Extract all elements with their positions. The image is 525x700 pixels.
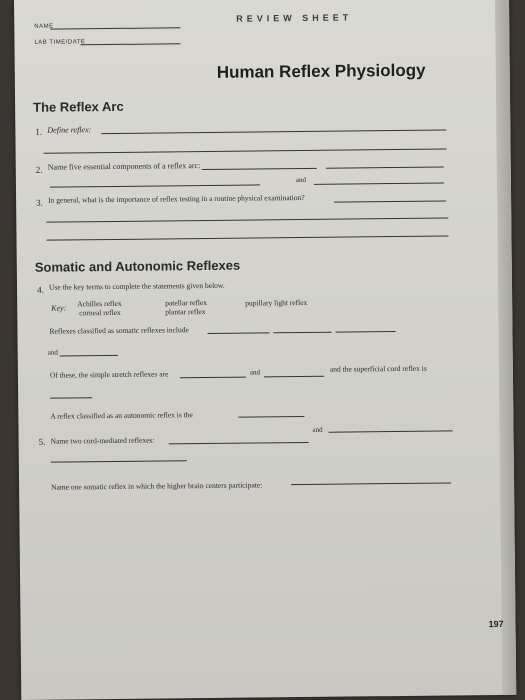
answer-line[interactable] [180,377,246,379]
and-connector: and [312,425,323,434]
name-label: NAME [34,23,54,30]
answer-line[interactable] [207,332,269,334]
answer-line[interactable] [44,148,447,153]
question-2-text: Name five essential components of a reflex arc: [47,161,201,172]
answer-line[interactable] [60,355,118,357]
answer-line[interactable] [291,482,451,485]
statement-autonomic: A reflex classified as an autonomic reflex is the [50,410,193,421]
statement-superficial: and the superficial cord reflex is [329,363,427,374]
question-number: 1. [35,126,43,137]
section-heading-somatic-autonomic: Somatic and Autonomic Reflexes [34,257,241,275]
answer-line[interactable] [326,167,444,169]
question-number: 3. [36,197,43,208]
statement-somatic: Reflexes classified as somatic reflexes include [49,325,189,336]
key-label: Key: [51,303,67,313]
question-6-text: Name one somatic reflex in which the higher brain centers participate: [51,480,263,492]
question-5-text: Name two cord-mediated reflexes: [50,435,155,446]
and-connector: and [249,368,261,377]
answer-line[interactable] [47,235,449,240]
question-4-text: Use the key terms to complete the statements given below. [48,280,225,292]
answer-line[interactable] [50,397,92,398]
answer-line[interactable] [202,168,317,170]
key-term: patellar reflex [165,297,208,308]
page-number: 197 [488,618,504,630]
question-number: 2. [35,164,43,175]
lab-time-date-line[interactable] [80,43,180,45]
question-number: 4. [36,284,44,295]
answer-line[interactable] [335,331,395,333]
answer-line[interactable] [101,129,446,134]
answer-line[interactable] [273,332,331,334]
question-3-text: In general, what is the importance of reflex testing in a routine physical examination? [48,192,305,205]
name-line[interactable] [50,27,180,29]
key-term: Achilles reflex [77,298,122,309]
key-term: plantar reflex [165,307,206,317]
page-edge [495,0,516,695]
answer-line[interactable] [314,183,444,185]
answer-line[interactable] [329,430,453,432]
answer-line[interactable] [238,416,304,418]
key-term: corneal reflex [79,307,121,318]
and-connector: and [47,348,58,357]
and-connector: and [295,175,307,185]
answer-line[interactable] [334,200,446,202]
question-1-text: Define reflex: [47,125,92,135]
answer-line[interactable] [169,442,309,444]
answer-line[interactable] [264,376,324,378]
review-sheet-label: REVIEW SHEET [236,12,353,24]
question-number: 5. [38,436,46,447]
lab-time-date-label: LAB TIME/DATE [34,39,86,46]
worksheet-page [14,0,516,700]
answer-line[interactable] [46,217,448,222]
page-title: Human Reflex Physiology [216,60,426,82]
section-heading-reflex-arc: The Reflex Arc [33,98,124,115]
answer-line[interactable] [51,460,187,462]
statement-stretch: Of these, the simple stretch reflexes are [49,369,169,380]
key-term: pupillary light reflex [245,297,308,308]
answer-line[interactable] [50,184,260,187]
